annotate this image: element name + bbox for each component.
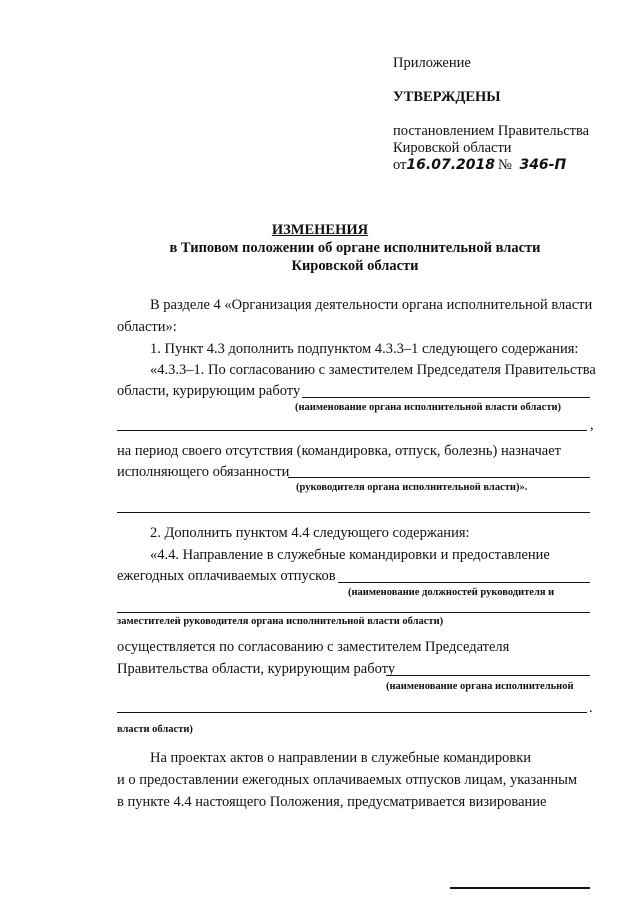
title-line-3: Кировской области	[291, 258, 419, 274]
para-3-line-1: «4.3.3–1. По согласованию с заместителем Председателя Правительства	[150, 362, 596, 378]
para-2: 1. Пункт 4.3 дополнить подпунктом 4.3.3–1 следующего содержания:	[150, 341, 579, 357]
hint-6: власти области)	[117, 724, 193, 735]
fill-line-7	[386, 675, 590, 676]
fill-line-1	[302, 397, 590, 398]
title-line-2: в Типовом положении об органе исполнительной власти	[169, 240, 541, 256]
hint-1: (наименование органа исполнительной власти области)	[295, 402, 562, 413]
appendix-label: Приложение	[393, 55, 471, 71]
fill-line-6	[117, 612, 590, 613]
para-5: 2. Дополнить пунктом 4.4 следующего содержания:	[150, 525, 470, 541]
fill-line-5	[338, 582, 590, 583]
fill-line-8	[117, 712, 587, 713]
para-6-line-1: «4.4. Направление в служебные командировки и предоставление	[150, 547, 550, 563]
from-prefix: от	[393, 157, 407, 173]
number-sign: №	[497, 157, 512, 173]
comma-mark: ,	[590, 417, 594, 433]
fill-line-2	[117, 430, 587, 431]
hint-4: заместителей руководителя органа исполнительной власти области)	[117, 616, 444, 627]
period-mark: .	[589, 700, 593, 716]
decree-date-line	[393, 156, 566, 174]
handwritten-number: 346-П	[519, 157, 567, 173]
footer-rule	[450, 887, 590, 889]
para-7-line-2: Правительства области, курирующим работу	[117, 661, 396, 677]
fill-line-4	[117, 512, 590, 513]
para-8-line-2: и о предоставлении ежегодных оплачиваемых отпусков лицам, указанным	[117, 772, 578, 788]
para-4-line-2: исполняющего обязанности	[117, 464, 290, 480]
document-title: ИЗМЕНЕНИЯ	[271, 222, 369, 238]
para-1-line-1: В разделе 4 «Организация деятельности органа исполнительной власти	[150, 297, 593, 313]
decree-line-2: Кировской области	[393, 140, 512, 156]
para-8-line-1: На проектах актов о направлении в служебные командировки	[150, 750, 532, 766]
para-7-line-1: осуществляется по согласованию с заместителем Председателя	[117, 639, 510, 655]
hint-3: (наименование должностей руководителя и	[348, 587, 555, 598]
para-4-line-1: на период своего отсутствия (командировка, отпуск, болезнь) назначает	[117, 443, 562, 459]
hint-2: (руководителя органа исполнительной власти)».	[296, 482, 528, 493]
para-1-line-2: области»:	[117, 319, 177, 335]
hint-5: (наименование органа исполнительной	[386, 681, 574, 692]
para-6-line-2: ежегодных оплачиваемых отпусков	[117, 568, 336, 584]
fill-line-3	[288, 477, 590, 478]
decree-line-1: постановлением Правительства	[393, 123, 590, 139]
approved-label: УТВЕРЖДЕНЫ	[393, 89, 501, 105]
para-3-line-2: области, курирующим работу	[117, 383, 301, 399]
para-8-line-3: в пункте 4.4 настоящего Положения, предусматривается визирование	[117, 794, 547, 810]
handwritten-date: 16.07.2018	[406, 157, 495, 173]
